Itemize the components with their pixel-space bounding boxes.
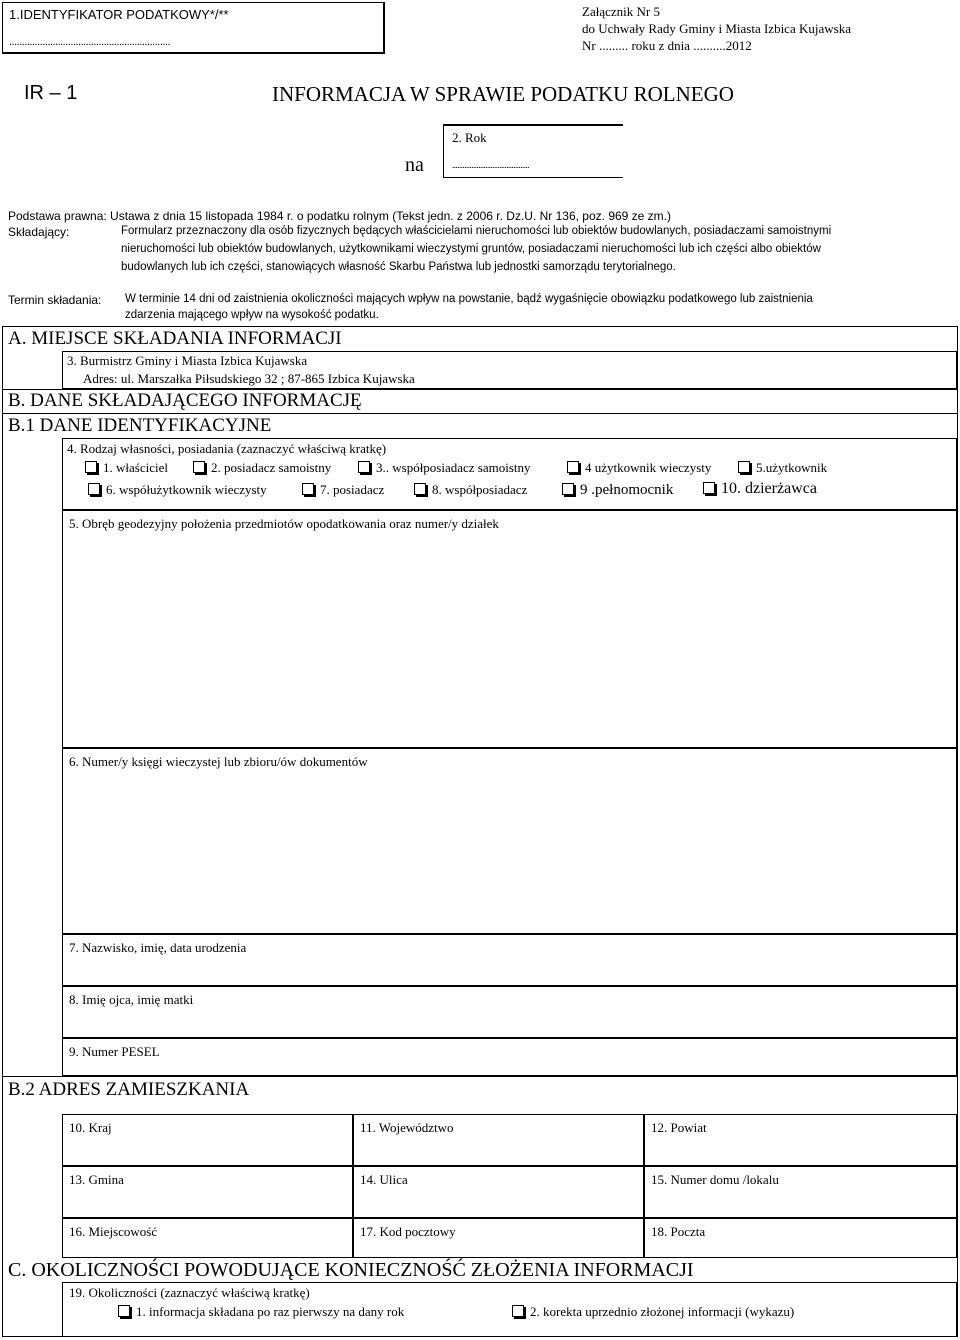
checkbox-icon[interactable] bbox=[88, 483, 100, 495]
form-top-border bbox=[2, 326, 958, 327]
option-co-perpetual-user[interactable] bbox=[88, 482, 267, 498]
option-user[interactable] bbox=[738, 460, 827, 476]
filer-line-1: Formularz przeznaczony dla osób fizycznych będących właścicielami nieruchomości lub obiektów budowlanych, posiadaczami samoistnymi bbox=[121, 225, 832, 237]
tax-office-address: Adres: ul. Marszałka Piłsudskiego 32 ; 87-865 Izbica Kujawska bbox=[83, 371, 415, 386]
annex-line-1: Załącznik Nr 5 bbox=[582, 4, 660, 19]
year-label: 2. Rok bbox=[452, 130, 487, 145]
name-birthdate-label: 7. Nazwisko, imię, data urodzenia bbox=[69, 940, 247, 955]
option-owner[interactable] bbox=[85, 460, 168, 476]
form-title: INFORMACJA W SPRAWIE PODATKU ROLNEGO bbox=[272, 82, 734, 106]
city-field[interactable] bbox=[62, 1218, 353, 1258]
pesel-field[interactable] bbox=[62, 1038, 957, 1076]
county-label: 12. Powiat bbox=[651, 1120, 707, 1135]
parents-names-label: 8. Imię ojca, imię matki bbox=[69, 992, 194, 1007]
option-holder-label: 7. posiadacz bbox=[320, 482, 385, 497]
option-independent-holder[interactable] bbox=[193, 460, 331, 476]
plots-location-field[interactable] bbox=[62, 510, 957, 748]
option-co-possessor[interactable] bbox=[414, 482, 527, 498]
option-co-holder-label: 3.. współposiadacz samoistny bbox=[376, 460, 531, 475]
tax-identifier-label: 1.IDENTYFIKATOR PODATKOWY*/** bbox=[9, 7, 229, 22]
house-number-field[interactable] bbox=[644, 1166, 957, 1218]
filer-line-3: budowlanych lub ich części, stanowiących własność Skarbu Państwa lub jednostki samorządu terytorialnego. bbox=[121, 261, 676, 273]
house-number-label: 15. Numer domu /lokalu bbox=[651, 1172, 779, 1187]
annex-line-2: do Uchwały Rady Gminy i Miasta Izbica Kujawska bbox=[582, 21, 851, 36]
post-office-field[interactable] bbox=[644, 1218, 957, 1258]
street-label: 14. Ulica bbox=[360, 1172, 408, 1187]
option-user-label: 5.użytkownik bbox=[756, 460, 828, 475]
filer-label: Składający: bbox=[8, 225, 70, 239]
option-perpetual-user-label: 4 użytkownik wieczysty bbox=[585, 460, 712, 475]
checkbox-icon[interactable] bbox=[703, 482, 715, 494]
plots-location-label: 5. Obręb geodezyjny położenia przedmiotów opodatkowania oraz numer/y działek bbox=[69, 516, 499, 531]
street-field[interactable] bbox=[353, 1166, 644, 1218]
checkbox-icon[interactable] bbox=[118, 1305, 130, 1317]
form-right-border bbox=[957, 326, 958, 1337]
commune-field[interactable] bbox=[62, 1166, 353, 1218]
county-field[interactable] bbox=[644, 1114, 957, 1166]
checkbox-icon[interactable] bbox=[85, 461, 97, 473]
pesel-label: 9. Numer PESEL bbox=[69, 1044, 160, 1059]
option-co-holder[interactable] bbox=[358, 460, 531, 476]
deadline-line-1: W terminie 14 dni od zaistnienia okoliczności mających wpływ na powstanie, bądź wygaśnięcie obowiązku podatkowego lub zaistnienia bbox=[125, 293, 813, 305]
option-first-filing-label: 1. informacja składana po raz pierwszy na dany rok bbox=[136, 1304, 405, 1319]
checkbox-icon[interactable] bbox=[193, 461, 205, 473]
checkbox-icon[interactable] bbox=[512, 1305, 524, 1317]
divider bbox=[2, 1076, 958, 1077]
checkbox-icon[interactable] bbox=[358, 461, 370, 473]
option-co-perpetual-user-label: 6. współużytkownik wieczysty bbox=[106, 482, 267, 497]
tax-identifier-dots[interactable]: ............................................................... bbox=[9, 36, 171, 48]
option-correction-label: 2. korekta uprzednio złożonej informacji (wykazu) bbox=[530, 1304, 795, 1319]
section-b-heading: B. DANE SKŁADAJĄCEGO INFORMACJĘ bbox=[8, 390, 362, 411]
name-birthdate-field[interactable] bbox=[62, 934, 957, 986]
post-office-label: 18. Poczta bbox=[651, 1224, 706, 1239]
country-label: 10. Kraj bbox=[69, 1120, 112, 1135]
option-co-possessor-label: 8. współposiadacz bbox=[432, 482, 528, 497]
legal-basis: Podstawa prawna: Ustawa z dnia 15 listopada 1984 r. o podatku rolnym (Tekst jedn. z 2006 r. Dz.U. Nr 136, poz. 969 ze zm.) bbox=[8, 209, 672, 223]
ownership-type-label: 4. Rodzaj własności, posiadania (zaznaczyć właściwą kratkę) bbox=[67, 441, 387, 456]
option-tenant[interactable] bbox=[703, 480, 817, 498]
year-box bbox=[443, 124, 623, 178]
country-field[interactable] bbox=[62, 1114, 353, 1166]
checkbox-icon[interactable] bbox=[302, 483, 314, 495]
form-code: IR – 1 bbox=[24, 82, 78, 104]
postal-code-field[interactable] bbox=[353, 1218, 644, 1258]
land-register-label: 6. Numer/y księgi wieczystej lub zbioru/ów dokumentów bbox=[69, 754, 368, 769]
commune-label: 13. Gmina bbox=[69, 1172, 124, 1187]
deadline-label: Termin składania: bbox=[8, 293, 102, 307]
year-input[interactable]: ............................................ bbox=[452, 160, 529, 170]
deadline-line-2: zdarzenia mającego wpływ na wysokość podatku. bbox=[125, 309, 379, 321]
postal-code-label: 17. Kod pocztowy bbox=[360, 1224, 456, 1239]
tax-identifier-box bbox=[2, 2, 385, 54]
checkbox-icon[interactable] bbox=[738, 461, 750, 473]
section-b2-heading: B.2 ADRES ZAMIESZKANIA bbox=[8, 1079, 250, 1100]
divider bbox=[2, 413, 958, 414]
option-first-filing[interactable] bbox=[118, 1304, 404, 1320]
form-left-border bbox=[2, 326, 3, 1337]
option-perpetual-user[interactable] bbox=[567, 460, 711, 476]
filer-line-2: nieruchomości lub obiektów budowlanych, użytkownikami wieczystymi gruntów, posiadaczami nieruchomości lub ich części albo obiektów bbox=[121, 243, 821, 255]
option-tenant-label: 10. dzierżawca bbox=[721, 480, 817, 497]
land-register-field[interactable] bbox=[62, 748, 957, 934]
option-owner-label: 1. właściciel bbox=[103, 460, 168, 475]
option-correction[interactable] bbox=[512, 1304, 794, 1320]
option-holder[interactable] bbox=[302, 482, 384, 498]
voivodeship-label: 11. Województwo bbox=[360, 1120, 454, 1135]
checkbox-icon[interactable] bbox=[562, 483, 574, 495]
checkbox-icon[interactable] bbox=[567, 461, 579, 473]
city-label: 16. Miejscowość bbox=[69, 1224, 158, 1239]
parents-names-field[interactable] bbox=[62, 986, 957, 1038]
circumstances-label: 19. Okoliczności (zaznaczyć właściwą kratkę) bbox=[69, 1285, 310, 1300]
annex-line-3: Nr ......... roku z dnia ..........2012 bbox=[582, 38, 752, 53]
section-a-heading: A. MIEJSCE SKŁADANIA INFORMACJI bbox=[8, 328, 342, 349]
option-independent-holder-label: 2. posiadacz samoistny bbox=[211, 460, 332, 475]
section-a-box bbox=[62, 351, 957, 389]
option-proxy[interactable] bbox=[562, 482, 673, 499]
voivodeship-field[interactable] bbox=[353, 1114, 644, 1166]
section-c-heading: C. OKOLICZNOŚCI POWODUJĄCE KONIECZNOŚĆ ZŁOŻENIA INFORMACJI bbox=[8, 1259, 694, 1281]
option-proxy-label: 9 .pełnomocnik bbox=[580, 482, 674, 498]
checkbox-icon[interactable] bbox=[414, 483, 426, 495]
na-label: na bbox=[405, 154, 424, 176]
tax-office: 3. Burmistrz Gminy i Miasta Izbica Kujawska bbox=[67, 353, 308, 368]
section-b1-heading: B.1 DANE IDENTYFIKACYJNE bbox=[8, 415, 272, 436]
